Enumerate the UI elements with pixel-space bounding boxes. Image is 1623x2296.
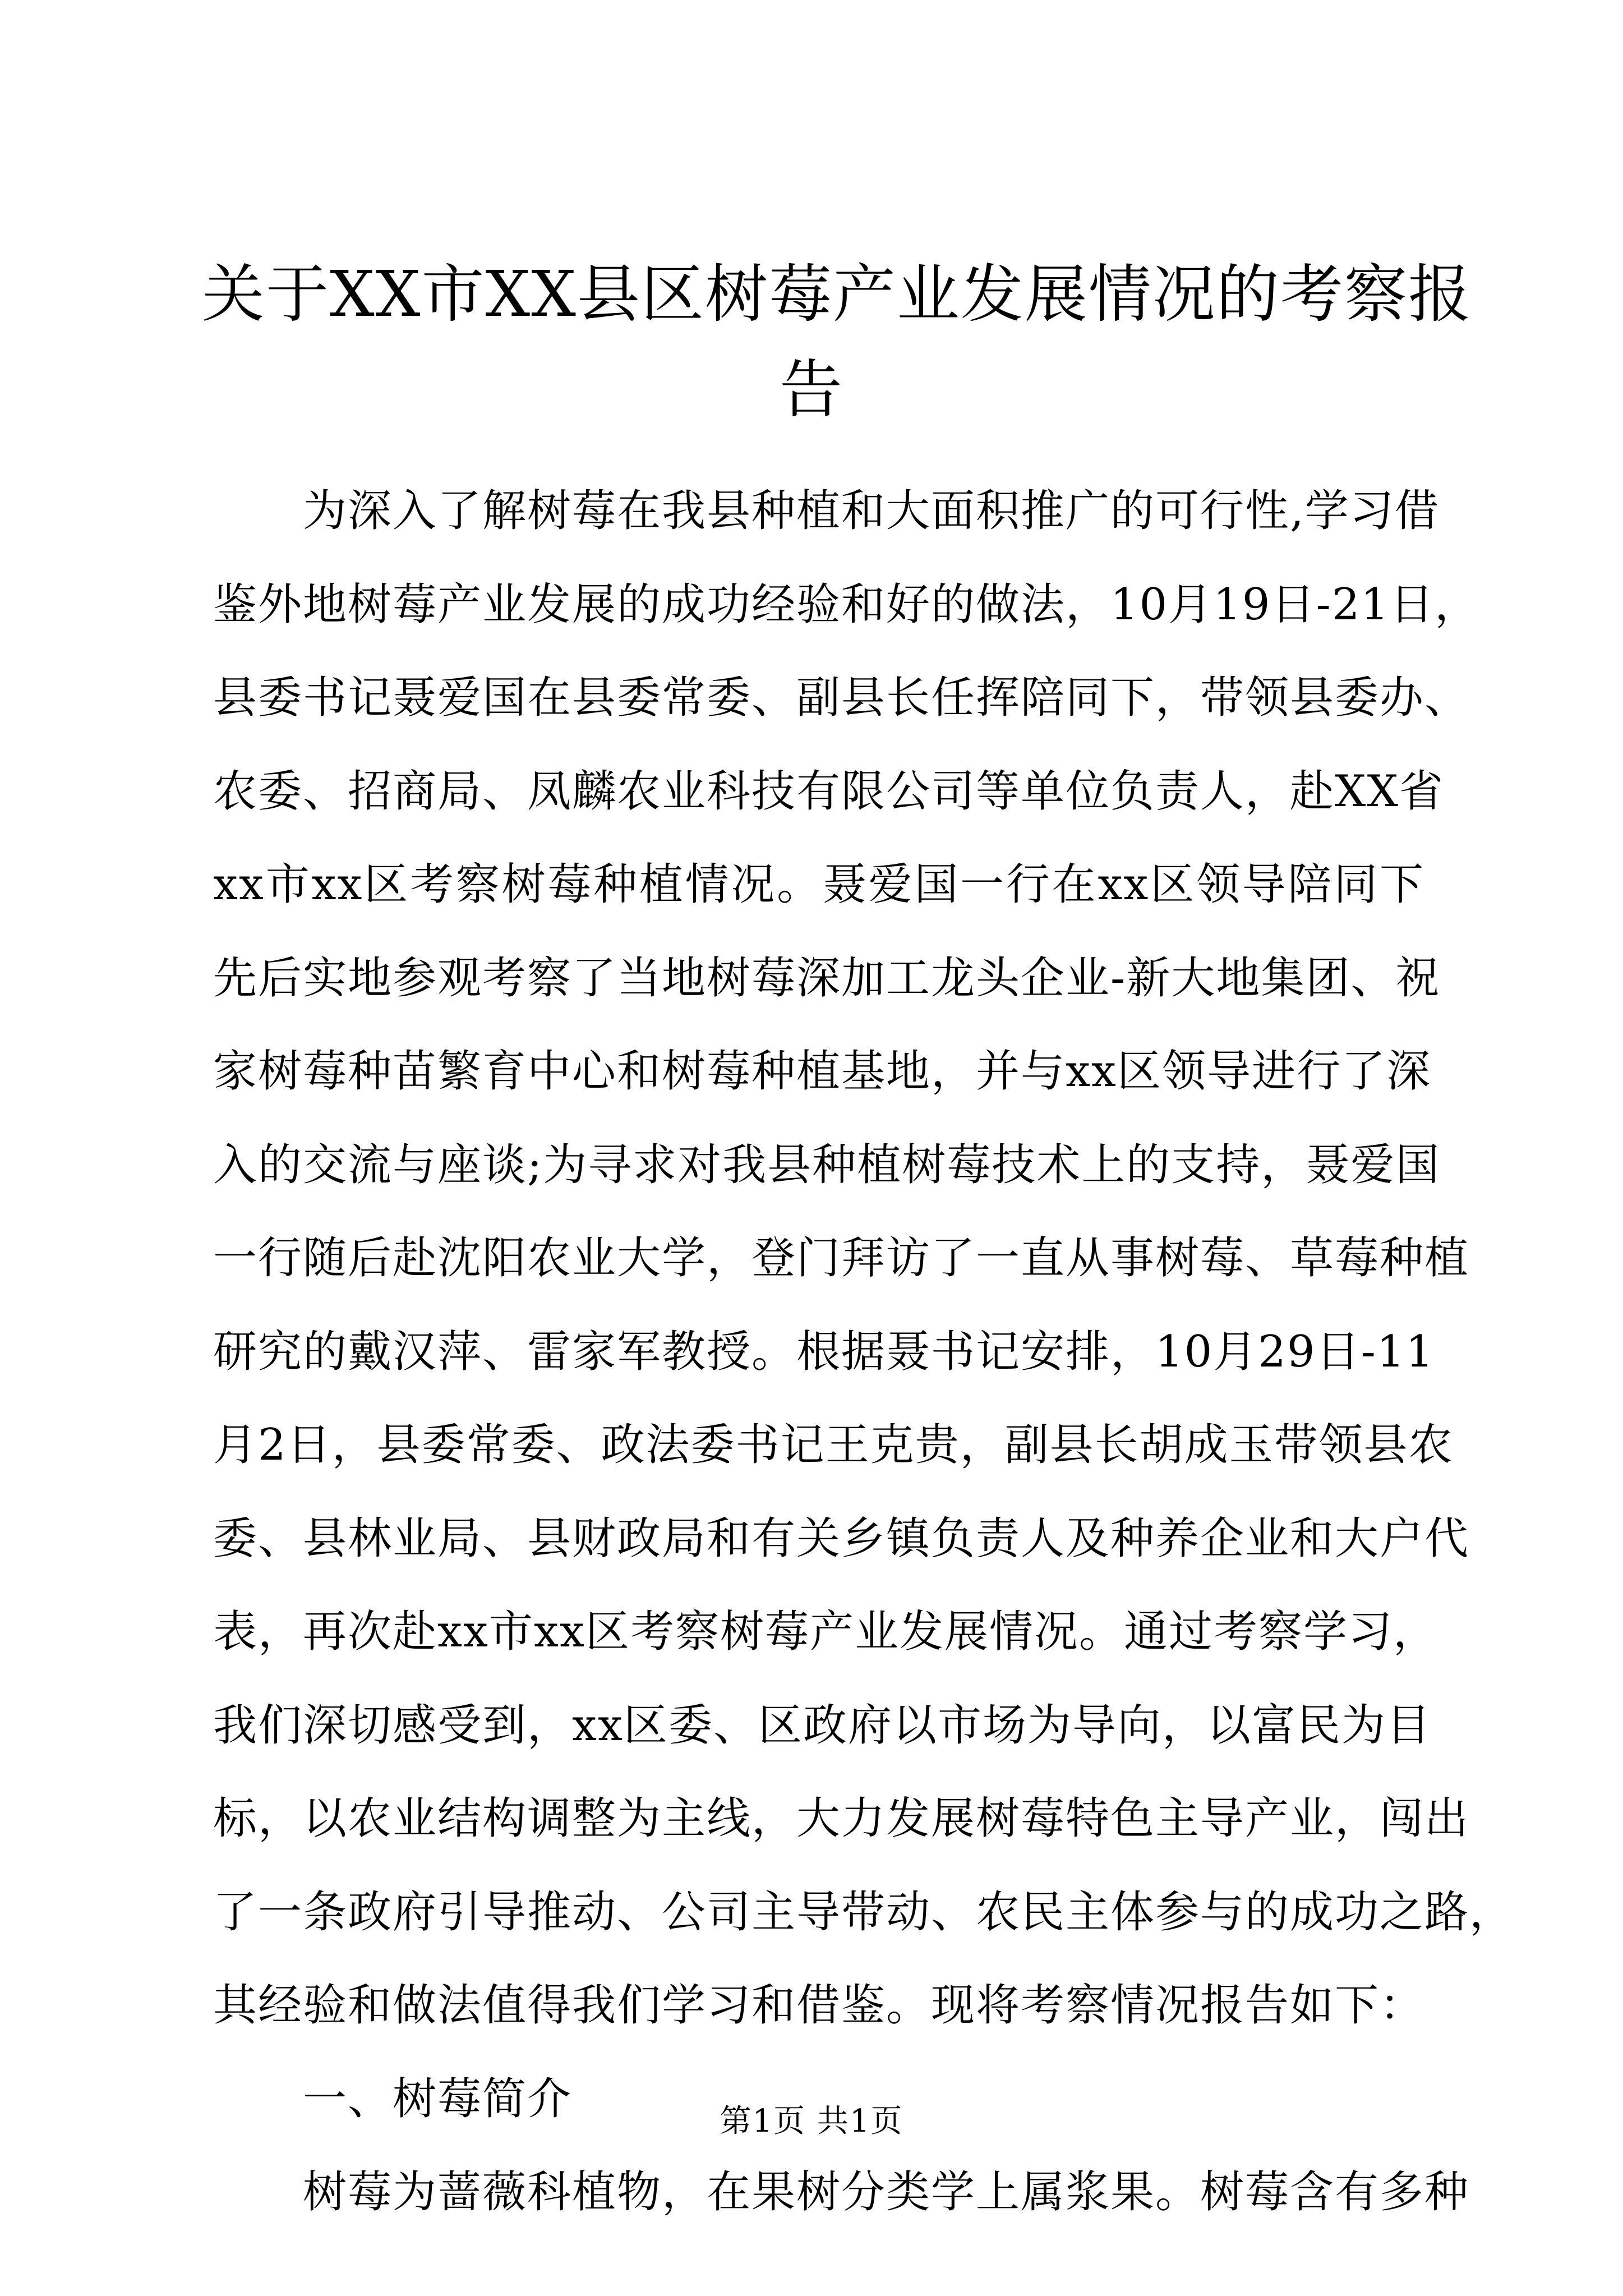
body-line-2: 鉴外地树莓产业发展的成功经验和好的做法，10月19日-21日， (213, 579, 1480, 630)
page-footer: 第1页 共1页 (720, 2103, 903, 2139)
body-line-4: 农委、招商局、凤麟农业科技有限公司等单位负责人，赴XX省 (213, 766, 1445, 817)
body-line-1: 为深入了解树莓在我县种植和大面积推广的可行性,学习借 (303, 486, 1440, 536)
body-line-5: xx市xx区考察树莓种植情况。聂爱国一行在xx区领导陪同下 (213, 859, 1424, 910)
body-line-14: 我们深切感受到，xx区委、区政府以市场为导向，以富民为目 (213, 1700, 1431, 1751)
body-line-16: 了一条政府引导推动、公司主导带动、农民主体参与的成功之路， (213, 1887, 1515, 1938)
body-line-7: 家树莓种苗繁育中心和树莓种植基地，并与xx区领导进行了深 (213, 1046, 1431, 1097)
body-line-9: 一行随后赴沈阳农业大学，登门拜访了一直从事树莓、草莓种植 (213, 1233, 1470, 1283)
body-line-11: 月2日，县委常委、政法委书记王克贵，副县长胡成玉带领县农 (213, 1420, 1454, 1470)
title-line-1: 关于XX市XX县区树莓产业发展情况的考察报 (202, 258, 1472, 331)
body-line-17: 其经验和做法值得我们学习和借鉴。现将考察情况报告如下： (213, 1980, 1425, 2031)
document-body (213, 464, 1515, 2239)
body-line-15: 标，以农业结构调整为主线，大力发展树莓特色主导产业，闯出 (213, 1793, 1470, 1844)
title-line-2: 告 (780, 353, 843, 426)
document-title (202, 247, 1472, 438)
section-heading: 一、树莓简介 (303, 2073, 573, 2124)
body-line-12: 委、县林业局、县财政局和有关乡镇负责人及种养企业和大户代 (213, 1513, 1470, 1564)
body-line-3: 县委书记聂爱国在县委常委、副县长任挥陪同下，带领县委办、 (213, 673, 1470, 723)
body-line-19: 树莓为蔷薇科植物，在果树分类学上属浆果。树莓含有多种 (303, 2167, 1470, 2217)
body-line-6: 先后实地参观考察了当地树莓深加工龙头企业-新大地集团、祝 (213, 953, 1441, 1004)
body-line-10: 研究的戴汉萍、雷家军教授。根据聂书记安排，10月29日-11 (213, 1326, 1435, 1377)
body-line-8: 入的交流与座谈;为寻求对我县种植树莓技术上的支持，聂爱国 (213, 1139, 1441, 1190)
body-line-13: 表，再次赴xx市xx区考察树莓产业发展情况。通过考察学习， (213, 1607, 1438, 1657)
